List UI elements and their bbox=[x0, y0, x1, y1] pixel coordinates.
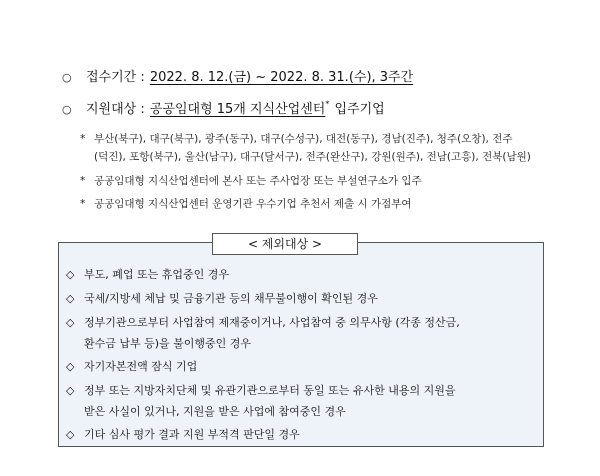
exclusion-item-continuation: 받은 사실이 있거나, 지원을 받은 사업에 참여중인 경우 bbox=[84, 405, 346, 418]
bonus-points-note bbox=[80, 196, 412, 211]
hq-requirement-note bbox=[80, 173, 422, 188]
center-list-line-2: (덕진), 포항(북구), 울산(남구), 대구(달서구), 전주(완산구), 강원(원주), 전남(고흥), 전북(남원) bbox=[94, 151, 531, 163]
exclusion-item bbox=[66, 382, 456, 398]
star-bullet-icon: * bbox=[80, 133, 86, 145]
exclusion-item-text: 정부 또는 지방자치단체 및 유관기관으로부터 동일 또는 유사한 내용의 지원을 bbox=[84, 384, 456, 397]
star-bullet-icon: * bbox=[80, 198, 86, 210]
diamond-bullet-icon: ◇ bbox=[66, 316, 75, 329]
application-period-row bbox=[62, 66, 413, 85]
exclusion-item bbox=[66, 314, 460, 330]
eligibility-label: 지원대상 : bbox=[86, 102, 145, 117]
bonus-points-text: 공공임대형 지식산업센터 운영기관 우수기업 추천서 제출 시 가점부여 bbox=[94, 198, 412, 210]
exclusion-item bbox=[66, 266, 229, 282]
diamond-bullet-icon: ◇ bbox=[66, 384, 75, 397]
exclusion-item-continuation: 환수금 납부 등)을 불이행중인 경우 bbox=[84, 337, 252, 350]
exclusion-item-text: 부도, 폐업 또는 휴업중인 경우 bbox=[84, 268, 229, 281]
circle-bullet-icon: ○ bbox=[62, 71, 72, 84]
star-bullet-icon: * bbox=[80, 175, 86, 187]
circle-bullet-icon: ○ bbox=[62, 103, 72, 116]
diamond-bullet-icon: ◇ bbox=[66, 292, 75, 305]
exclusion-item-text: 정부기관으로부터 사업참여 제재중이거나, 사업참여 중 의무사항 (각종 정산금, bbox=[84, 316, 460, 329]
hq-requirement-text: 공공임대형 지식산업센터에 본사 또는 주사업장 또는 부설연구소가 입주 bbox=[94, 175, 422, 187]
exclusion-item bbox=[66, 358, 197, 374]
center-list-line-1 bbox=[80, 131, 513, 146]
diamond-bullet-icon: ◇ bbox=[66, 268, 75, 281]
diamond-bullet-icon: ◇ bbox=[66, 428, 75, 441]
exclusion-item-text: 자기자본전액 잠식 기업 bbox=[84, 360, 198, 373]
footnote-marker: * bbox=[325, 99, 330, 109]
eligibility-row bbox=[62, 98, 385, 117]
exclusion-box-title: < 제외대상 > bbox=[212, 233, 358, 255]
application-period-label: 접수기간 : bbox=[86, 70, 145, 85]
eligibility-value: 공공임대형 15개 지식산업센터 bbox=[149, 102, 326, 117]
diamond-bullet-icon: ◇ bbox=[66, 360, 75, 373]
exclusion-item-text: 기타 심사 평가 결과 지원 부적격 판단일 경우 bbox=[84, 428, 300, 441]
exclusion-item bbox=[66, 290, 378, 306]
exclusion-item-text: 국세/지방세 체납 및 금융기관 등의 채무불이행이 확인된 경우 bbox=[84, 292, 378, 305]
exclusion-item bbox=[66, 426, 300, 442]
eligibility-suffix: 입주기업 bbox=[334, 102, 385, 117]
center-list-text-1: 부산(북구), 대구(북구), 광주(동구), 대구(수성구), 대전(동구), 경남(진주), 청주(오창), 전주 bbox=[94, 133, 513, 145]
application-period-value: 2022. 8. 12.(금) ~ 2022. 8. 31.(수), 3주간 bbox=[149, 70, 414, 85]
